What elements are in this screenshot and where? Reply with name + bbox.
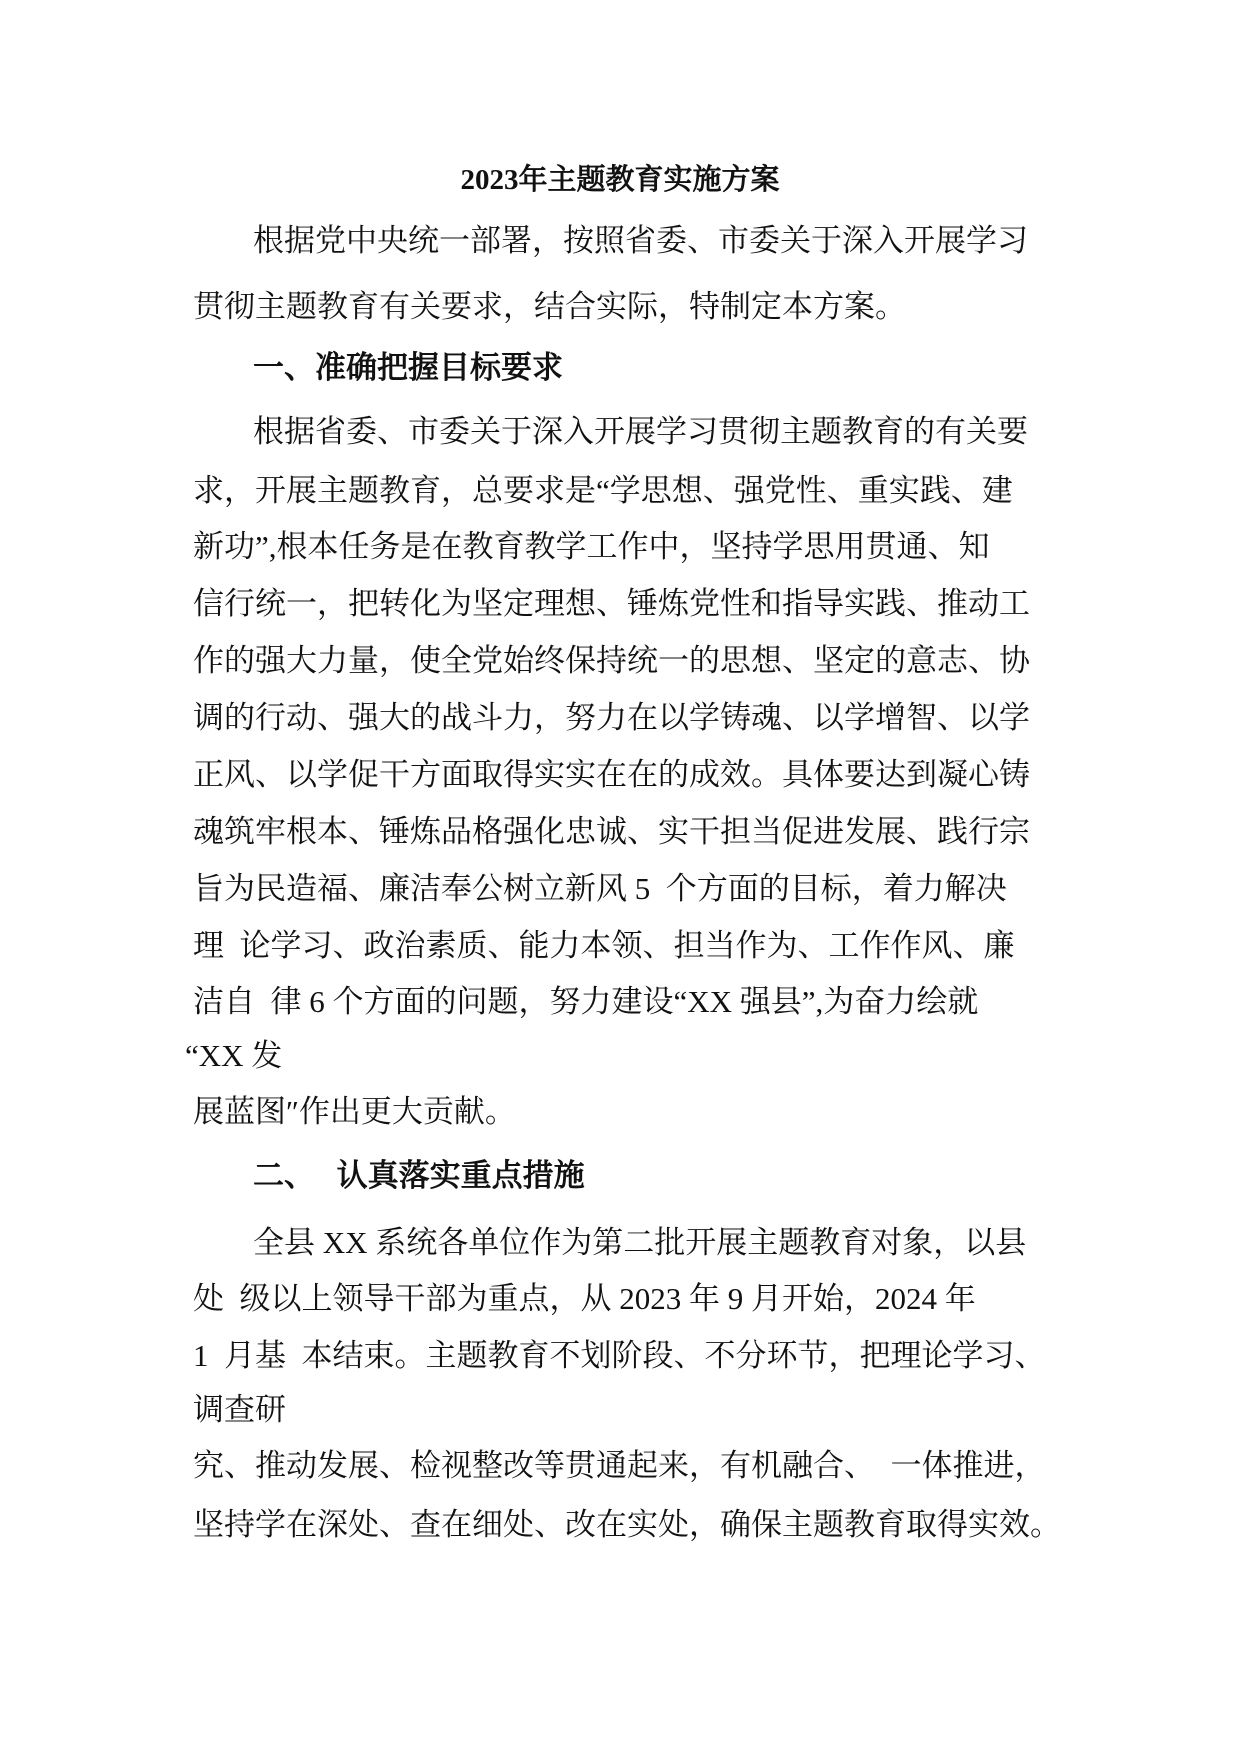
paragraph-line: 调查研 xyxy=(193,1392,286,1427)
paragraph-line: “XX 发 xyxy=(185,1038,283,1073)
paragraph-line: 作的强大力量，使全党始终保持统一的思想、坚定的意志、协 xyxy=(193,643,1030,678)
paragraph-line: 新功”,根本任务是在教育教学工作中，坚持学思用贯通、知 xyxy=(193,529,990,564)
paragraph-line: 魂筑牢根本、锤炼品格强化忠诚、实干担当促进发展、践行宗 xyxy=(193,814,1030,849)
paragraph-line: 坚持学在深处、查在细处、改在实处，确保主题教育取得实效。 xyxy=(193,1507,1061,1542)
paragraph-line: 全县 XX 系统各单位作为第二批开展主题教育对象，以县 xyxy=(253,1225,1027,1260)
paragraph-line: 处 级以上领导干部为重点，从 2023 年 9 月开始，2024 年 xyxy=(193,1281,976,1316)
paragraph-line: 求，开展主题教育，总要求是“学思想、强党性、重实践、建 xyxy=(193,473,1013,508)
paragraph-line: 正风、以学促干方面取得实实在在的成效。具体要达到凝心铸 xyxy=(193,757,1030,792)
document-title: 2023年主题教育实施方案 xyxy=(460,164,780,196)
section-heading: 一、准确把握目标要求 xyxy=(253,350,563,386)
paragraph-line: 贯彻主题教育有关要求，结合实际，特制定本方案。 xyxy=(193,289,906,324)
paragraph-line: 调的行动、强大的战斗力，努力在以学铸魂、以学增智、以学 xyxy=(193,700,1030,735)
paragraph-line: 展蓝图″作出更大贡献。 xyxy=(193,1094,516,1129)
section-heading: 二、 认真落实重点措施 xyxy=(253,1158,585,1194)
paragraph-line: 洁自 律 6 个方面的问题，努力建设“XX 强县”,为奋力绘就 xyxy=(193,984,979,1019)
paragraph-line: 根据省委、市委关于深入开展学习贯彻主题教育的有关要 xyxy=(253,414,1028,449)
paragraph-line: 理 论学习、政治素质、能力本领、担当作为、工作作风、廉 xyxy=(193,928,1015,963)
paragraph-line: 1 月基 本结束。主题教育不划阶段、不分环节，把理论学习、 xyxy=(193,1338,1046,1373)
paragraph-line: 根据党中央统一部署，按照省委、市委关于深入开展学习 xyxy=(253,223,1028,258)
paragraph-line: 旨为民造福、廉洁奉公树立新风 5 个方面的目标，着力解决 xyxy=(193,871,1007,906)
paragraph-line: 信行统一，把转化为坚定理想、锤炼党性和指导实践、推动工 xyxy=(193,586,1030,621)
paragraph-line: 究、推动发展、检视整改等贯通起来，有机融合、 一体推进， xyxy=(193,1448,1046,1483)
